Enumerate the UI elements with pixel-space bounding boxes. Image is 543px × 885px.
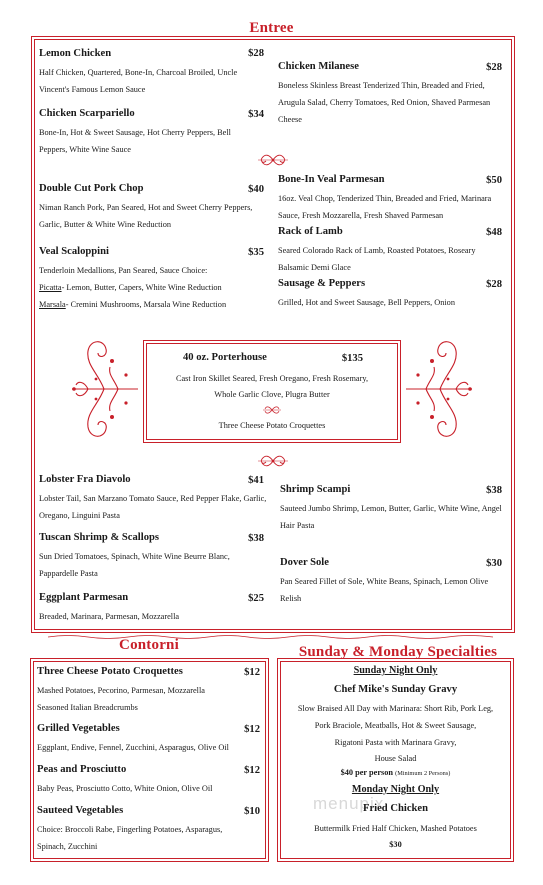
item-price: $35 (248, 247, 264, 258)
monday-name: Fried Chicken (362, 803, 429, 814)
item-price: $12 (244, 765, 260, 776)
item-desc: Grilled, Hot and Sweet Sausage, Bell Peppers, Onion (278, 298, 455, 307)
sunday-heading: Sunday Night Only (353, 665, 438, 676)
item-name: Grilled Vegetables (37, 723, 120, 734)
sunday-note: (Minimum 2 Persons) (395, 770, 451, 777)
item-price: $34 (248, 109, 264, 120)
item-desc: Boneless Skinless Breast Tenderized Thin, Breaded and Fried, Arugula Salad, Cherry Tomatoes, Red Onion, Shaved Parmesan Cheese (278, 81, 491, 124)
divider-ornament-icon (258, 453, 288, 469)
item-price: $38 (486, 485, 502, 496)
feature-name: 40 oz. Porterhouse (183, 352, 267, 363)
item-price: $28 (486, 62, 502, 73)
item-name: Peas and Prosciutto (37, 764, 127, 775)
item-desc: Seared Colorado Rack of Lamb, Roasted Potatoes, Roseary Balsamic Demi Glace (278, 246, 476, 272)
item-price: $50 (486, 175, 502, 186)
item-price: $30 (486, 558, 502, 569)
sunday-price: $40 per person (340, 768, 394, 777)
item-desc: Breaded, Marinara, Parmesan, Mozzarella (39, 612, 180, 621)
item-desc: Mashed Potatoes, Pecorino, Parmesan, Mozzarella Seasoned Italian Breadcrumbs (37, 686, 205, 712)
scroll-rule-icon (48, 634, 493, 640)
item-price: $38 (248, 533, 264, 544)
item-price: $12 (244, 724, 260, 735)
monday-desc: Buttermilk Fried Half Chicken, Mashed Potatoes (314, 824, 477, 833)
item-name: Shrimp Scampi (280, 484, 351, 495)
item-price: $10 (244, 806, 260, 817)
item-name: Chicken Scarpariello (39, 108, 135, 119)
monday-heading: Monday Night Only (351, 784, 440, 795)
watermark: menupix (313, 794, 385, 813)
item-name: Lemon Chicken (39, 48, 112, 59)
sunday-desc: House Salad (374, 754, 417, 763)
item-name: Bone-In Veal Parmesan (278, 174, 385, 185)
left-flourish-icon (68, 335, 140, 443)
sunday-name: Chef Mike's Sunday Gravy (333, 684, 458, 695)
small-ornament-icon (263, 405, 281, 415)
item-desc: Sauteed Jumbo Shrimp, Lemon, Butter, Garlic, White Wine, Angel Hair Pasta (280, 504, 502, 530)
item-name: Dover Sole (280, 557, 329, 568)
contorni-title: Contorni (119, 637, 179, 653)
feature-side: Three Cheese Potato Croquettes (218, 421, 326, 430)
item-name: Eggplant Parmesan (39, 592, 129, 603)
entree-title: Entree (249, 20, 294, 36)
sunday-desc: Slow Braised All Day with Marinara: Short Rib, Pork Leg, (297, 704, 494, 713)
sunday-desc: Rigatoni Pasta with Marinara Gravy, (334, 738, 457, 747)
sunday-price-line (280, 768, 511, 777)
item-name: Rack of Lamb (278, 226, 343, 237)
item-price: $28 (486, 279, 502, 290)
item-desc: Baby Peas, Prosciutto Cotto, White Onion, Olive Oil (37, 784, 213, 793)
item-desc: Sun Dried Tomatoes, Spinach, White Wine Beurre Blanc, Pappardelle Pasta (39, 552, 230, 578)
item-price: $25 (248, 593, 264, 604)
item-name: Veal Scaloppini (39, 246, 109, 257)
item-price: $48 (486, 227, 502, 238)
item-price: $41 (248, 475, 264, 486)
specialties-title: Sunday & Monday Specialties (298, 644, 498, 660)
item-desc: Bone-In, Hot & Sweet Sausage, Hot Cherry Peppers, Bell Peppers, White Wine Sauce (39, 128, 231, 154)
feature-desc: Cast Iron Skillet Seared, Fresh Oregano, Fresh Rosemary, (175, 374, 369, 383)
item-desc: Half Chicken, Quartered, Bone-In, Charcoal Broiled, Uncle Vincent's Famous Lemon Sauce (39, 68, 238, 94)
item-price: $28 (248, 48, 264, 59)
item-name: Sauteed Vegetables (37, 805, 124, 816)
item-desc: 16oz. Veal Chop, Tenderized Thin, Breaded and Fried, Marinara Sauce, Fresh Mozzarella, Fresh Shaved Parmesan (278, 194, 492, 220)
item-desc: Tenderloin Medallions, Pan Seared, Sauce Choice: Picatta- Lemon, Butter, Capers, White Wine Reduction Marsala- Cremini Mushrooms, Marsala Wine Reduction (39, 266, 227, 309)
item-price: $12 (244, 667, 260, 678)
feature-price: $135 (341, 353, 363, 364)
item-name: Chicken Milanese (278, 61, 359, 72)
monday-price: $30 (389, 840, 402, 849)
sunday-desc: Pork Braciole, Meatballs, Hot & Sweet Sausage, (314, 721, 477, 730)
item-desc: Pan Seared Fillet of Sole, White Beans, Spinach, Lemon Olive Relish (280, 577, 489, 603)
feature-desc: Whole Garlic Clove, Plugra Butter (214, 390, 330, 399)
item-name: Three Cheese Potato Croquettes (37, 666, 183, 677)
item-name: Tuscan Shrimp & Scallops (39, 532, 160, 543)
item-name: Lobster Fra Diavolo (39, 474, 131, 485)
item-desc: Niman Ranch Pork, Pan Seared, Hot and Sweet Cherry Peppers, Garlic, Butter & White Wine Reduction (39, 203, 253, 229)
item-name: Double Cut Pork Chop (39, 183, 144, 194)
item-desc: Eggplant, Endive, Fennel, Zucchini, Asparagus, Olive Oil (37, 743, 229, 752)
divider-ornament-icon (258, 152, 288, 168)
right-flourish-icon (404, 335, 476, 443)
item-desc: Lobster Tail, San Marzano Tomato Sauce, Red Pepper Flake, Garlic, Oregano, Linguini Pasta (39, 494, 267, 520)
item-price: $40 (248, 184, 264, 195)
item-desc: Choice: Broccoli Rabe, Fingerling Potatoes, Asparagus, Spinach, Zucchini (37, 825, 223, 851)
item-name: Sausage & Peppers (278, 278, 366, 289)
